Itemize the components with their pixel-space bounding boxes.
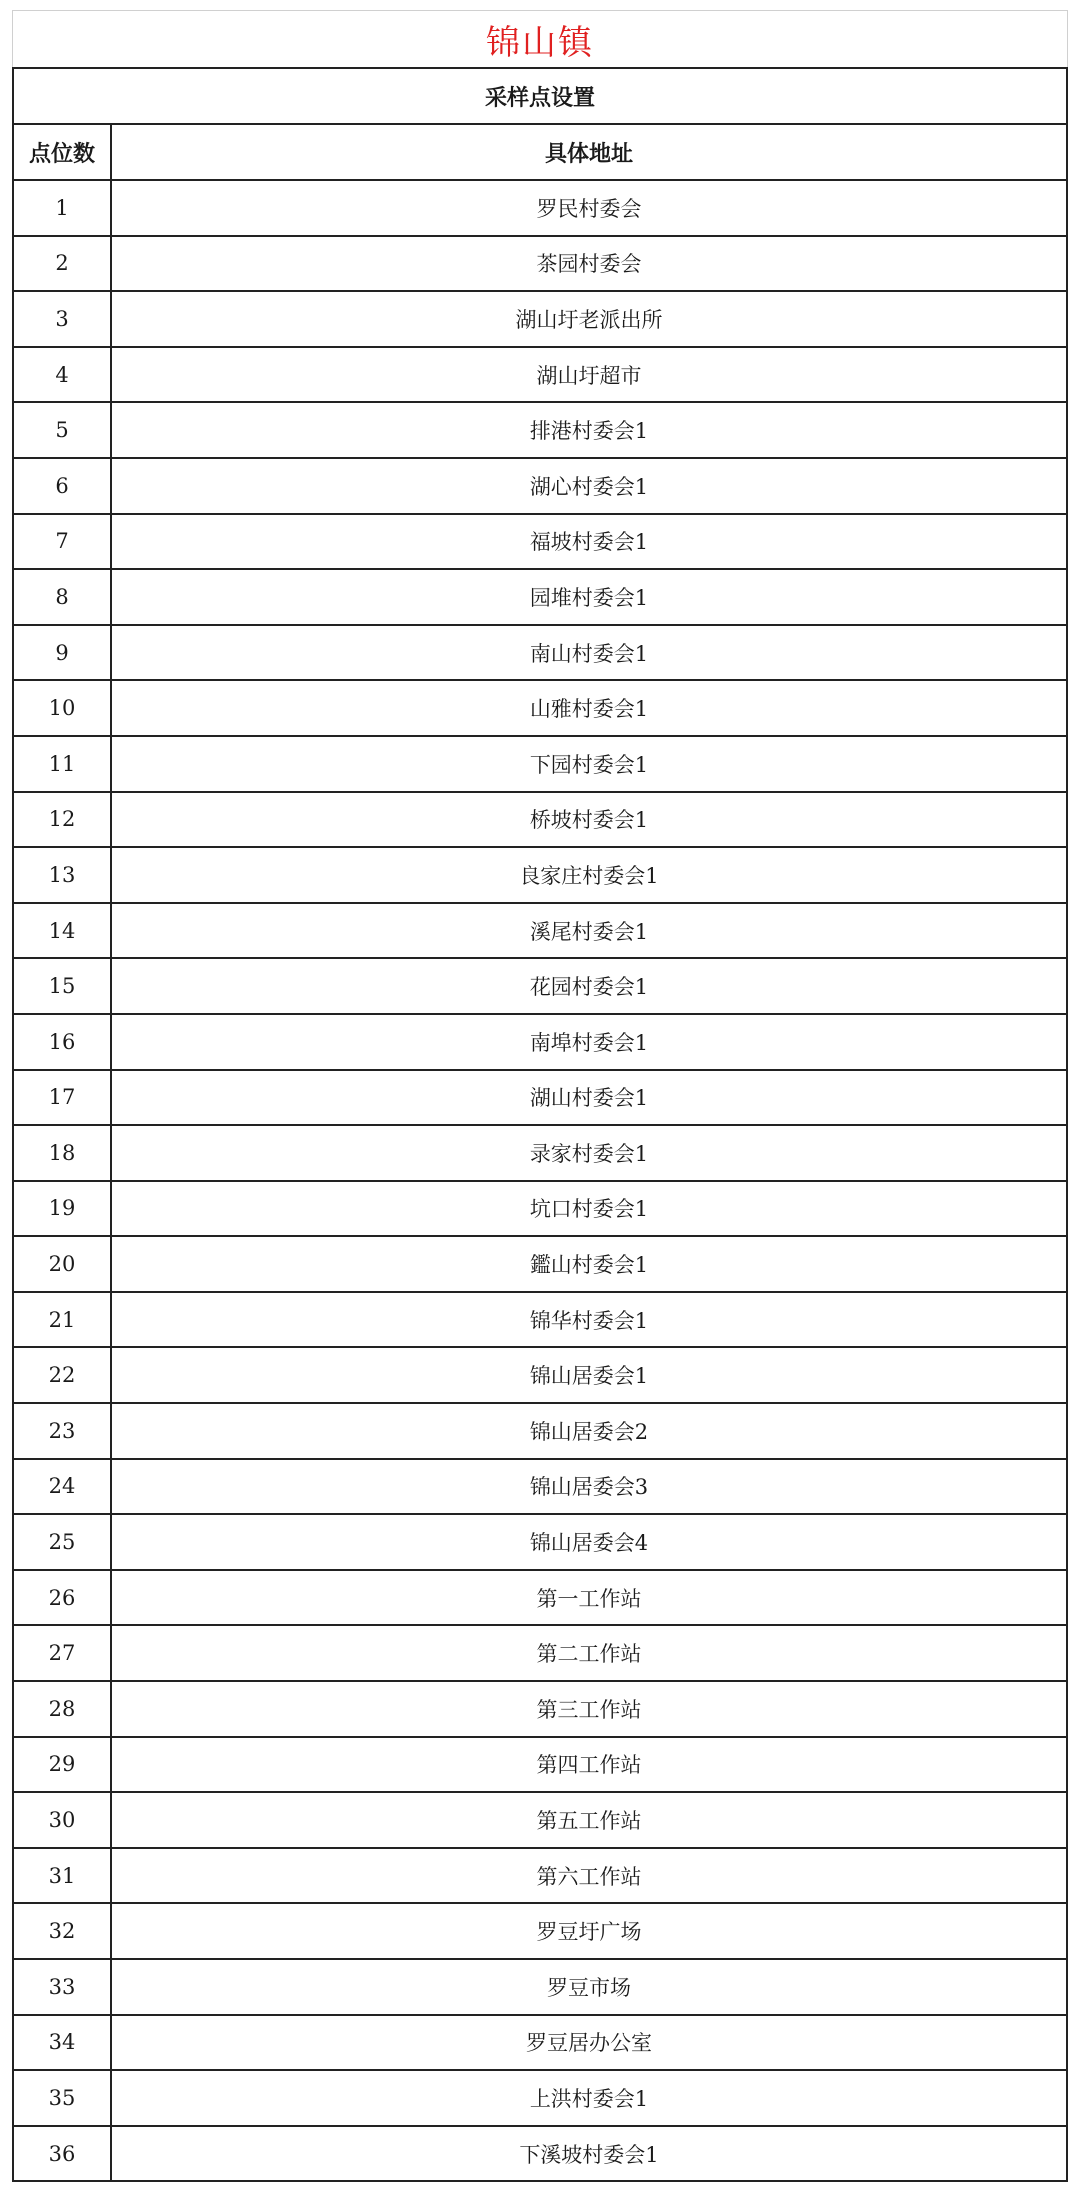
point-number-cell: 2: [13, 236, 111, 292]
address-cell: 第三工作站: [111, 1681, 1067, 1737]
table-row: [13, 347, 1067, 403]
table-row: [13, 1514, 1067, 1570]
address-cell: 第一工作站: [111, 1570, 1067, 1626]
address-cell: 上洪村委会1: [111, 2070, 1067, 2126]
table-row: [13, 680, 1067, 736]
table-row: [13, 514, 1067, 570]
section-row: [13, 68, 1067, 124]
sampling-sheet: [12, 10, 1068, 2182]
table-row: [13, 1125, 1067, 1181]
address-cell: 第二工作站: [111, 1625, 1067, 1681]
point-number-cell: 20: [13, 1236, 111, 1292]
address-cell: 锦山居委会2: [111, 1403, 1067, 1459]
point-number-cell: 21: [13, 1292, 111, 1348]
table-row: [13, 1625, 1067, 1681]
table-row: [13, 1737, 1067, 1793]
table-row: [13, 180, 1067, 236]
point-number-cell: 22: [13, 1347, 111, 1403]
table-row: [13, 1014, 1067, 1070]
point-number-cell: 24: [13, 1459, 111, 1515]
table-row: [13, 1792, 1067, 1848]
table-row: [13, 1681, 1067, 1737]
column-header-number: 点位数: [13, 124, 111, 180]
table-row: [13, 2126, 1067, 2182]
point-number-cell: 25: [13, 1514, 111, 1570]
point-number-cell: 5: [13, 402, 111, 458]
table-row: [13, 2070, 1067, 2126]
table-row: [13, 1236, 1067, 1292]
address-cell: 罗豆圩广场: [111, 1903, 1067, 1959]
point-number-cell: 33: [13, 1959, 111, 2015]
point-number-cell: 35: [13, 2070, 111, 2126]
point-number-cell: 34: [13, 2015, 111, 2071]
table-row: [13, 1292, 1067, 1348]
address-cell: 湖山村委会1: [111, 1070, 1067, 1126]
address-cell: 南埠村委会1: [111, 1014, 1067, 1070]
table-row: [13, 1959, 1067, 2015]
table-row: [13, 1347, 1067, 1403]
address-cell: 良家庄村委会1: [111, 847, 1067, 903]
table-row: [13, 1403, 1067, 1459]
address-cell: 桥坡村委会1: [111, 792, 1067, 848]
table-row: [13, 1070, 1067, 1126]
table-row: [13, 1570, 1067, 1626]
point-number-cell: 29: [13, 1737, 111, 1793]
point-number-cell: 16: [13, 1014, 111, 1070]
table-row: [13, 1459, 1067, 1515]
sampling-table: [12, 67, 1068, 2182]
point-number-cell: 32: [13, 1903, 111, 1959]
address-cell: 锦山居委会1: [111, 1347, 1067, 1403]
address-cell: 福坡村委会1: [111, 514, 1067, 570]
table-row: [13, 903, 1067, 959]
table-row: [13, 736, 1067, 792]
address-cell: 锦山居委会4: [111, 1514, 1067, 1570]
point-number-cell: 27: [13, 1625, 111, 1681]
address-cell: 湖心村委会1: [111, 458, 1067, 514]
address-cell: 园堆村委会1: [111, 569, 1067, 625]
address-cell: 罗豆市场: [111, 1959, 1067, 2015]
point-number-cell: 15: [13, 958, 111, 1014]
address-cell: 下园村委会1: [111, 736, 1067, 792]
header-row: [13, 124, 1067, 180]
table-row: [13, 958, 1067, 1014]
address-cell: 罗民村委会: [111, 180, 1067, 236]
table-row: [13, 792, 1067, 848]
point-number-cell: 17: [13, 1070, 111, 1126]
address-cell: 第五工作站: [111, 1792, 1067, 1848]
point-number-cell: 7: [13, 514, 111, 570]
point-number-cell: 30: [13, 1792, 111, 1848]
table-row: [13, 847, 1067, 903]
town-title: 锦山镇: [12, 10, 1068, 67]
point-number-cell: 36: [13, 2126, 111, 2182]
address-cell: 湖山圩老派出所: [111, 291, 1067, 347]
table-row: [13, 402, 1067, 458]
point-number-cell: 31: [13, 1848, 111, 1904]
address-cell: 第六工作站: [111, 1848, 1067, 1904]
point-number-cell: 12: [13, 792, 111, 848]
table-row: [13, 236, 1067, 292]
address-cell: 录家村委会1: [111, 1125, 1067, 1181]
address-cell: 湖山圩超市: [111, 347, 1067, 403]
table-row: [13, 2015, 1067, 2071]
point-number-cell: 6: [13, 458, 111, 514]
table-row: [13, 458, 1067, 514]
table-row: [13, 569, 1067, 625]
address-cell: 南山村委会1: [111, 625, 1067, 681]
table-row: [13, 291, 1067, 347]
point-number-cell: 11: [13, 736, 111, 792]
point-number-cell: 9: [13, 625, 111, 681]
address-cell: 排港村委会1: [111, 402, 1067, 458]
point-number-cell: 1: [13, 180, 111, 236]
point-number-cell: 3: [13, 291, 111, 347]
table-row: [13, 1181, 1067, 1237]
point-number-cell: 4: [13, 347, 111, 403]
address-cell: 花园村委会1: [111, 958, 1067, 1014]
address-cell: 第四工作站: [111, 1737, 1067, 1793]
table-row: [13, 625, 1067, 681]
address-cell: 下溪坡村委会1: [111, 2126, 1067, 2182]
point-number-cell: 19: [13, 1181, 111, 1237]
address-cell: 溪尾村委会1: [111, 903, 1067, 959]
address-cell: 山雅村委会1: [111, 680, 1067, 736]
point-number-cell: 26: [13, 1570, 111, 1626]
point-number-cell: 23: [13, 1403, 111, 1459]
address-cell: 锦华村委会1: [111, 1292, 1067, 1348]
table-row: [13, 1903, 1067, 1959]
point-number-cell: 10: [13, 680, 111, 736]
address-cell: 锦山居委会3: [111, 1459, 1067, 1515]
address-cell: 罗豆居办公室: [111, 2015, 1067, 2071]
point-number-cell: 28: [13, 1681, 111, 1737]
address-cell: 坑口村委会1: [111, 1181, 1067, 1237]
section-title: 采样点设置: [13, 68, 1067, 124]
table-body: [13, 180, 1067, 2181]
address-cell: 鑑山村委会1: [111, 1236, 1067, 1292]
table-row: [13, 1848, 1067, 1904]
point-number-cell: 14: [13, 903, 111, 959]
point-number-cell: 18: [13, 1125, 111, 1181]
address-cell: 茶园村委会: [111, 236, 1067, 292]
point-number-cell: 13: [13, 847, 111, 903]
point-number-cell: 8: [13, 569, 111, 625]
column-header-address: 具体地址: [111, 124, 1067, 180]
